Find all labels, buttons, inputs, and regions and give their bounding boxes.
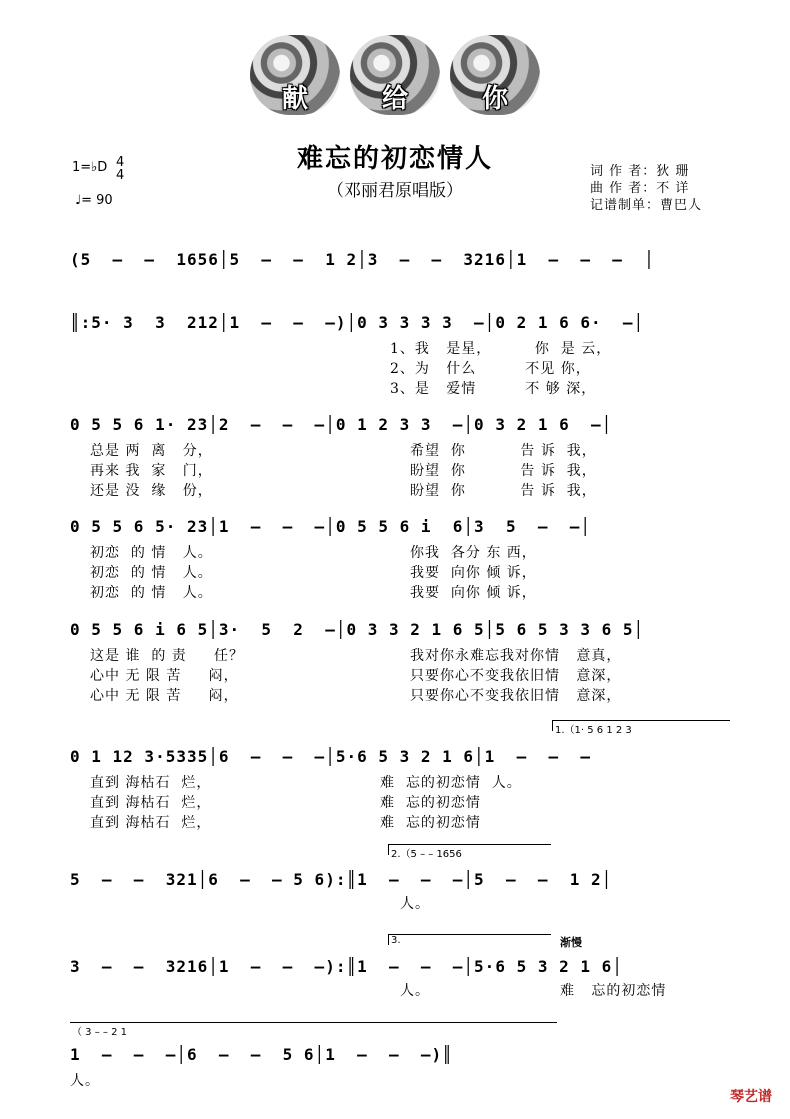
lyric-row-6-v2: 直到 海枯石 烂， [90,795,212,811]
lyric-row-6-v3: 直到 海枯石 烂， [90,815,212,831]
notes-row-9: 1 – – –│6 – – 5 6│1 – – –)║ [70,1045,453,1064]
score-row-5 [70,615,730,704]
lyric-row-4-r3: 我要 向你 倾 诉， [410,585,537,601]
score-row-4 [70,512,730,601]
score-row-8 [70,952,730,1002]
notes-row-5: 0 5 5 6 i 6 5│3· 5 2 –│0 3 3 2 1 6 5│5 6 5 3 3 6 5│ [70,620,645,639]
lyric-row-4-r1: 你我 各分 东 西， [410,545,537,561]
transcriber-credit: 记谱制单：曹巴人 [590,198,703,213]
notes-row-2: ║:5· 3 3 212│1 – – –)│0 3 3 3 3 –│0 2 1 6 6· –│ [70,313,645,332]
lyric-row-7-r1: 人。 [400,896,430,912]
lyric-row-3-r3: 盼望 你 告 诉 我， [410,483,597,499]
meter-top: 4 [116,155,125,170]
third-ending-bracket: 3. [388,934,551,945]
score-row-9 [70,1040,730,1090]
lyric-row-2-v2: 2、为 什么 不见 你， [390,361,591,377]
coda-intro-bracket: （ 3 – – 2 1 [70,1022,557,1033]
notes-row-7: 5 – – 321│6 – – 5 6):║1 – – –│5 – – 1 2│ [70,870,613,889]
lyric-row-6-r2: 难 忘的初恋情 [380,795,481,811]
notes-row-8: 3 – – 3216│1 – – –):║1 – – –│5·6 5 3 2 1 6│ [70,957,623,976]
score-row-3 [70,410,730,499]
site-logo: 琴艺谱 [730,1089,772,1105]
lyric-row-5-v3: 心中 无 限 苦 闷， [90,688,239,704]
score-row-1 [70,245,730,295]
tempo-marking: ♩= 90 [75,193,113,208]
composer-credit: 曲 作 者：不 详 [590,181,690,196]
lyric-row-4-v1: 初恋 的 情 人。 [90,545,213,561]
key-signature: 1=♭D [72,160,108,175]
lyric-row-3-v2: 再来 我 家 门， [90,463,213,479]
lyric-row-3-v3: 还是 没 缘 份， [90,483,213,499]
lyric-row-2-v3: 3、是 爱情 不 够 深， [390,381,597,397]
ritardando-mark: 渐慢 [560,936,582,949]
lyric-row-4-r2: 我要 向你 倾 诉， [410,565,537,581]
meter-bottom: 4 [116,168,125,183]
second-ending-bracket: 2.（5 – – 1656 [388,844,551,855]
time-signature [116,156,124,182]
first-ending-bracket: 1.（1· 5 6 1 2 3 [552,720,730,731]
lyric-row-6-r1: 难 忘的初恋情 人。 [380,775,522,791]
notes-row-4: 0 5 5 6 5· 23│1 – – –│0 5 5 6 i 6│3 5 – –│ [70,517,592,536]
banner-char-2: 给 [381,84,408,114]
song-title: 难忘的初恋情人 [296,144,493,174]
song-subtitle: （邓丽君原唱版） [327,181,463,201]
lyric-row-2-v1: 1、我 是星， 你 是 云， [390,341,612,357]
lyric-row-8-r1: 人。 [400,983,430,999]
lyric-row-4-v2: 初恋 的 情 人。 [90,565,213,581]
lyric-row-5-v1: 这是 谁 的 责 任？ [90,648,245,664]
lyric-row-9-v1: 人。 [70,1073,100,1089]
lyric-row-3-r1: 希望 你 告 诉 我， [410,443,597,459]
lyricist-credit: 词 作 者：狄 珊 [590,164,690,179]
lyric-row-6-r3: 难 忘的初恋情 [380,815,481,831]
lyric-row-5-v2: 心中 无 限 苦 闷， [90,668,239,684]
lyric-row-3-v1: 总是 两 离 分， [90,443,213,459]
notes-row-3: 0 5 5 6 1· 23│2 – – –│0 1 2 3 3 –│0 3 2 1 6 –│ [70,415,613,434]
notes-row-6: 0 1 12 3·5335│6 – – –│5·6 5 3 2 1 6│1 – – – [70,747,592,766]
score-row-2 [70,308,730,397]
lyric-row-4-v3: 初恋 的 情 人。 [90,585,213,601]
score-row-6 [70,742,730,831]
banner-char-1: 献 [281,84,308,114]
lyric-row-5-r3: 只要你心不变我依旧情 意深， [410,688,622,704]
lyric-row-3-r2: 盼望 你 告 诉 我， [410,463,597,479]
notes-row-1: (5 – – 1656│5 – – 1 2│3 – – 3216│1 – – – │ [70,250,655,269]
lyric-row-8-r2: 难 忘的初恋情 [560,983,667,999]
score-row-7 [70,865,730,915]
lyric-row-5-r1: 我对你永难忘我对你情 意真， [410,648,622,664]
lyric-row-5-r2: 只要你心不变我依旧情 意深， [410,668,622,684]
banner-char-3: 你 [481,84,508,114]
lyric-row-6-v1: 直到 海枯石 烂， [90,775,212,791]
